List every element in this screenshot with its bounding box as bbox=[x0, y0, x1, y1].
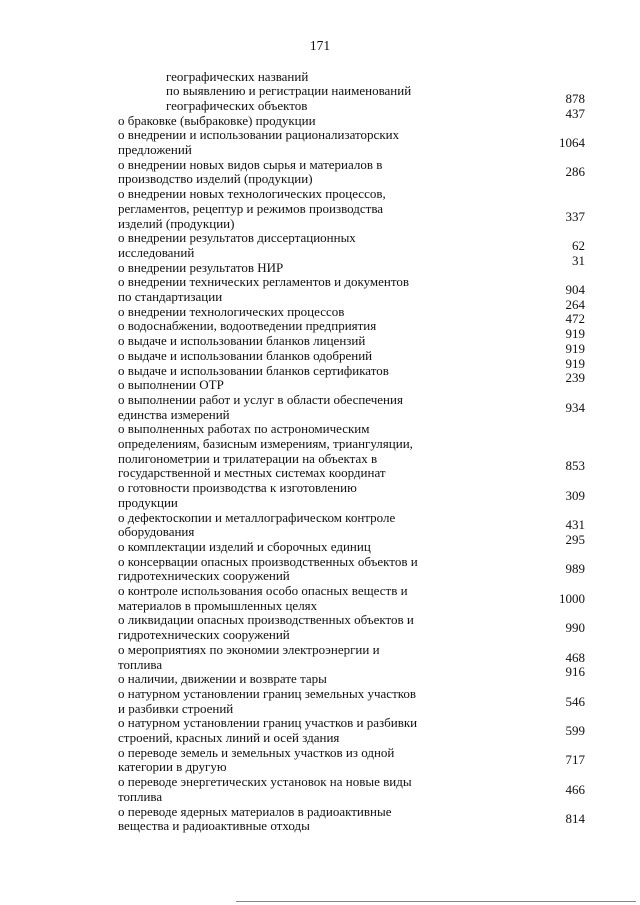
entry-page-number: 1064 bbox=[559, 135, 585, 150]
entry-line: о выполненных работах по астрономическим bbox=[118, 421, 370, 437]
entry-page-number: 62 bbox=[572, 237, 585, 253]
entry-line: определениям, базисным измерениям, триангуляции, bbox=[118, 436, 413, 451]
entry-line: о внедрении технических регламентов и документов bbox=[118, 274, 410, 290]
entry-line: о переводе земель и земельных участков из одной bbox=[118, 744, 395, 760]
entry-page-number: 919 bbox=[565, 340, 585, 356]
entry-page-number: 853 bbox=[565, 458, 585, 474]
entry-line: о натурном установлении границ земельных участков bbox=[118, 685, 417, 701]
entry-line: о ликвидации опасных производственных объектов и bbox=[118, 612, 414, 628]
entry-page-number: 472 bbox=[565, 311, 585, 327]
entry-line: о готовности производства к изготовлению bbox=[118, 480, 357, 496]
entry-page-number: 878 bbox=[565, 90, 585, 106]
entry-line: о консервации опасных производственных объектов и bbox=[118, 553, 418, 569]
entry-line: о переводе ядерных материалов в радиоактивные bbox=[118, 803, 392, 819]
entry-page-number: 919 bbox=[565, 355, 585, 371]
entry-page-number: 309 bbox=[565, 487, 585, 503]
entry-page-number: 814 bbox=[565, 811, 585, 827]
entry-line: вещества и радиоактивные отходы bbox=[118, 818, 310, 834]
entry-page-number: 904 bbox=[565, 282, 585, 297]
entry-line: по стандартизации bbox=[118, 289, 223, 304]
entry-line: государственной и местных системах координат bbox=[118, 465, 386, 481]
entry-line: о внедрении результатов диссертационных bbox=[118, 230, 356, 246]
entry-line: о выдаче и использовании бланков сертификатов bbox=[118, 362, 389, 378]
entry-page-number: 466 bbox=[565, 781, 585, 797]
entry-line: о внедрении новых видов сырья и материалов в bbox=[118, 156, 383, 172]
entry-line: гидротехнических сооружений bbox=[118, 627, 290, 643]
entry-line: регламентов, рецептур и режимов производства bbox=[118, 200, 384, 216]
entry-line: о дефектоскопии и металлографическом контроле bbox=[118, 509, 396, 525]
entry-line: о выполнении ОТР bbox=[118, 377, 224, 393]
entry-line: о внедрении результатов НИР bbox=[118, 259, 284, 275]
entry-page-number: 1000 bbox=[559, 590, 585, 606]
entry-line: топлива bbox=[118, 788, 163, 804]
entry-line: о выдаче и использовании бланков лицензий bbox=[118, 333, 366, 349]
entry-line: единства измерений bbox=[118, 406, 230, 422]
entry-line: предложений bbox=[118, 142, 192, 157]
entry-line: о водоснабжении, водоотведении предприятия bbox=[118, 318, 377, 334]
entry-page-number: 295 bbox=[565, 531, 585, 547]
entry-page-number: 717 bbox=[565, 752, 585, 768]
page-number: 171 bbox=[309, 38, 331, 53]
entry-line: гидротехнических сооружений bbox=[118, 568, 290, 584]
entry-line: о натурном установлении границ участков и разбивки bbox=[118, 715, 418, 731]
entry-line: строений, красных линий и осей здания bbox=[118, 730, 340, 745]
entry-line: о браковке (выбраковке) продукции bbox=[118, 112, 316, 128]
entry-page-number: 431 bbox=[565, 517, 585, 533]
entry-page-number: 916 bbox=[565, 664, 585, 680]
entry-line: о внедрении и использовании рационализаторских bbox=[118, 127, 400, 143]
entry-line: изделий (продукции) bbox=[118, 215, 235, 231]
continuation-line: географических названий bbox=[166, 68, 309, 84]
entry-line: о наличии, движении и возврате тары bbox=[118, 671, 327, 687]
entry-page-number: 990 bbox=[565, 620, 585, 636]
entry-line: о выполнении работ и услуг в области обеспечения bbox=[118, 391, 403, 407]
entry-page-number: 934 bbox=[565, 399, 585, 415]
continuation-line: географических объектов bbox=[166, 97, 308, 113]
entry-line: и разбивки строений bbox=[118, 700, 234, 716]
entry-page-number: 286 bbox=[565, 164, 585, 180]
entry-line: о комплектации изделий и сборочных единиц bbox=[118, 538, 371, 554]
entry-page-number: 989 bbox=[565, 561, 585, 577]
entry-page-number: 599 bbox=[565, 723, 585, 738]
entry-line: топлива bbox=[118, 656, 163, 672]
entry-page-number: 919 bbox=[565, 326, 585, 342]
entry-line: о внедрении новых технологических процессов, bbox=[118, 186, 386, 202]
entry-page-number: 239 bbox=[565, 370, 585, 386]
entry-line: полигонометрии и трилатерации на объектах в bbox=[118, 450, 378, 466]
entry-line: категории в другую bbox=[118, 759, 227, 775]
entry-line: о мероприятиях по экономии электроэнергии и bbox=[118, 641, 380, 657]
entry-page-number: 437 bbox=[565, 105, 585, 121]
entry-line: исследований bbox=[118, 244, 195, 260]
entry-line: о внедрении технологических процессов bbox=[118, 303, 345, 319]
entry-line: производство изделий (продукции) bbox=[118, 171, 313, 187]
entry-line: о выдаче и использовании бланков одобрений bbox=[118, 347, 373, 363]
entry-page-number: 31 bbox=[572, 252, 585, 268]
entry-line: оборудования bbox=[118, 524, 195, 540]
entry-page-number: 546 bbox=[565, 693, 585, 709]
continuation-line: по выявлению и регистрации наименований bbox=[166, 83, 412, 99]
bottom-rule bbox=[236, 901, 636, 902]
entry-page-number: 264 bbox=[565, 296, 585, 312]
entry-page-number: 337 bbox=[565, 208, 585, 224]
entry-page-number: 468 bbox=[565, 649, 585, 665]
entry-line: о переводе энергетических установок на новые виды bbox=[118, 774, 412, 790]
entry-line: о контроле использования особо опасных веществ и bbox=[118, 583, 408, 598]
entry-line: продукции bbox=[118, 494, 178, 510]
entry-line: материалов в промышленных целях bbox=[118, 597, 318, 613]
